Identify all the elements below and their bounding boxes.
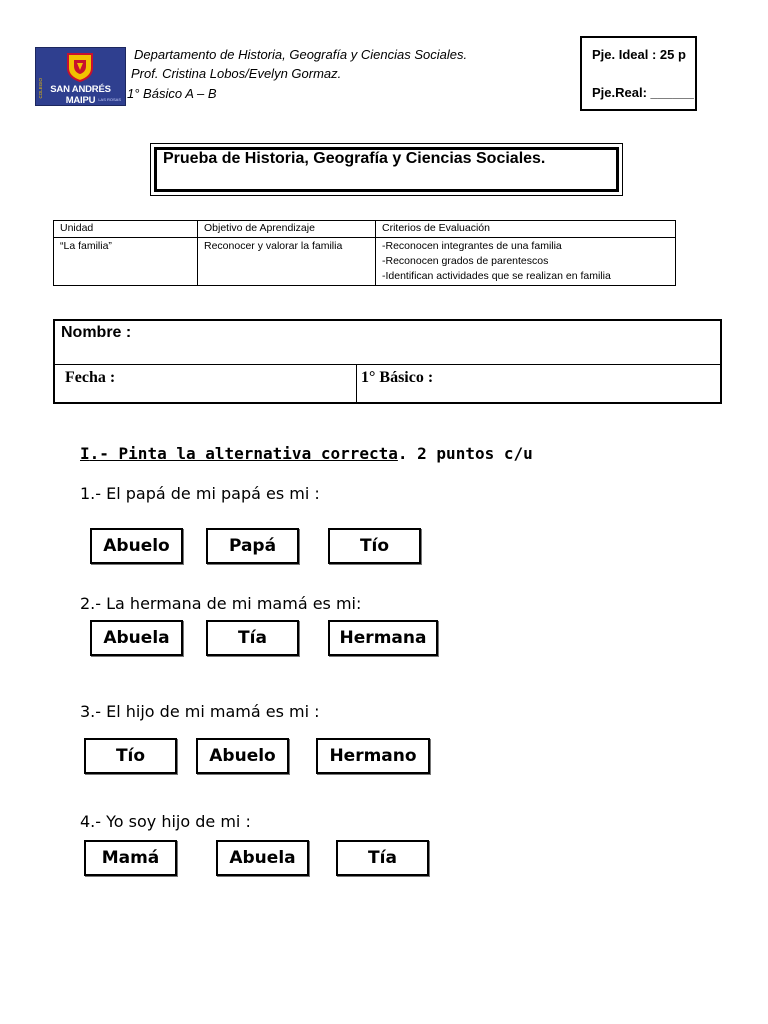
ideal-score: Pje. Ideal : 25 p bbox=[592, 47, 686, 62]
score-box bbox=[580, 36, 697, 111]
section-instruction: .- Pinta la alternativa correcta bbox=[89, 444, 398, 463]
logo-school-name: SAN ANDRÉS MAIPU bbox=[50, 84, 111, 106]
option-hermana[interactable]: Hermana bbox=[328, 620, 438, 656]
school-shield-icon bbox=[65, 52, 95, 82]
criteria-item: -Reconocen grados de parentescos bbox=[382, 255, 549, 267]
divider bbox=[55, 364, 720, 365]
header-criteria: Criterios de Evaluación bbox=[376, 221, 676, 238]
option-tia[interactable]: Tía bbox=[206, 620, 299, 656]
question-2: 2.- La hermana de mi mamá es mi: bbox=[80, 594, 362, 613]
test-title: Prueba de Historia, Geografía y Ciencias Sociales. bbox=[163, 150, 546, 167]
header-objective: Objetivo de Aprendizaje bbox=[198, 221, 376, 238]
name-field[interactable]: Nombre : bbox=[61, 324, 132, 341]
teachers-line: Prof. Cristina Lobos/Evelyn Gormaz. bbox=[131, 66, 342, 81]
option-tia[interactable]: Tía bbox=[336, 840, 429, 876]
section-number: I bbox=[80, 444, 90, 463]
department-line: Departamento de Historia, Geografía y Ciencias Sociales. bbox=[134, 47, 468, 62]
option-abuela[interactable]: Abuela bbox=[90, 620, 183, 656]
option-mama[interactable]: Mamá bbox=[84, 840, 177, 876]
real-score[interactable]: Pje.Real: ______ bbox=[592, 85, 694, 100]
student-info-box bbox=[53, 319, 722, 404]
date-field[interactable]: Fecha : bbox=[65, 369, 116, 386]
grade-line: 1° Básico A – B bbox=[127, 86, 217, 101]
table-header-row bbox=[54, 221, 676, 238]
question-3: 3.- El hijo de mi mamá es mi : bbox=[80, 702, 320, 721]
table-row bbox=[54, 238, 676, 286]
criteria-item: -Reconocen integrantes de una familia bbox=[382, 240, 562, 252]
course-field[interactable]: 1° Básico : bbox=[361, 369, 434, 386]
objective-cell: Reconocer y valorar la familia bbox=[198, 238, 376, 286]
school-logo bbox=[35, 47, 126, 106]
question-1: 1.- El papá de mi papá es mi : bbox=[80, 484, 320, 503]
test-title-box bbox=[150, 143, 623, 196]
option-abuelo[interactable]: Abuelo bbox=[90, 528, 183, 564]
unit-cell: “La familia” bbox=[54, 238, 198, 286]
criteria-item: -Identifican actividades que se realizan en familia bbox=[382, 270, 611, 282]
header-unit: Unidad bbox=[54, 221, 198, 238]
option-hermano[interactable]: Hermano bbox=[316, 738, 430, 774]
option-abuela[interactable]: Abuela bbox=[216, 840, 309, 876]
section-heading bbox=[80, 444, 533, 463]
option-papa[interactable]: Papá bbox=[206, 528, 299, 564]
objectives-table bbox=[53, 220, 676, 286]
logo-prefix: COLEGIO bbox=[38, 78, 43, 99]
option-tio[interactable]: Tío bbox=[84, 738, 177, 774]
divider bbox=[356, 364, 357, 402]
logo-subtitle: LAS ROSAS bbox=[98, 97, 121, 102]
question-4: 4.- Yo soy hijo de mi : bbox=[80, 812, 251, 831]
criteria-cell bbox=[376, 238, 676, 286]
option-tio[interactable]: Tío bbox=[328, 528, 421, 564]
option-abuelo[interactable]: Abuelo bbox=[196, 738, 289, 774]
section-points: . 2 puntos c/u bbox=[397, 444, 533, 463]
